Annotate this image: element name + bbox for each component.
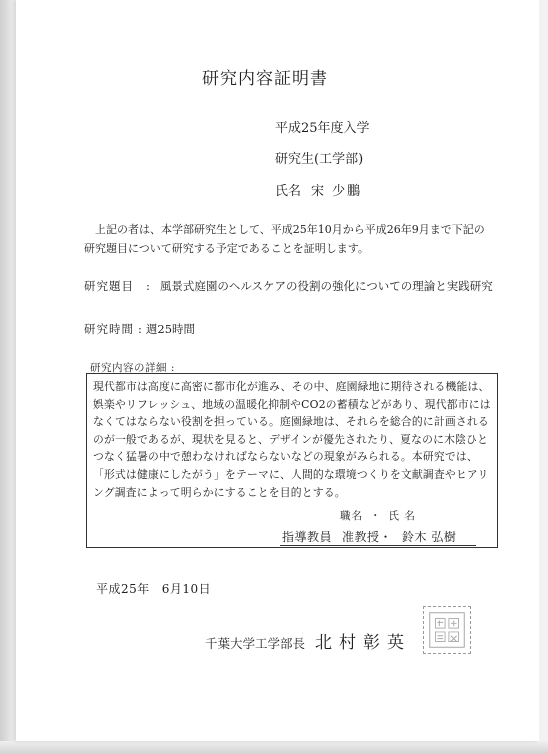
research-hours-row xyxy=(84,321,195,337)
supervisor-role: 指導教員 xyxy=(282,530,333,544)
research-details-box xyxy=(86,373,498,548)
research-hours-value: 週25時間 xyxy=(145,322,196,336)
student-status: 研究生(工学部) xyxy=(275,152,364,167)
supervisor-signature xyxy=(282,528,466,545)
signature-underline xyxy=(280,545,476,546)
research-theme-label: 研究題目 xyxy=(84,279,134,293)
certification-statement xyxy=(84,220,494,258)
supervisor-name: 鈴木 弘樹 xyxy=(402,530,457,544)
issue-date-year: 平成25年 xyxy=(96,582,150,596)
research-hours-label: 研究時間 xyxy=(84,322,134,336)
name-label: 氏名 xyxy=(275,184,302,199)
research-hours-colon: : xyxy=(138,322,142,336)
student-name: 宋 少鵬 xyxy=(311,184,363,199)
signature-name-label: 氏 名 xyxy=(388,510,416,522)
research-theme-colon: : xyxy=(146,279,150,293)
signature-header-dot: ・ xyxy=(370,510,382,522)
student-name-line xyxy=(275,180,362,199)
research-theme-value: 風景式庭園のヘルスケアの役割の強化についての理論と実践研究 xyxy=(159,279,493,293)
certification-text: 上記の者は、本学部研究生として、平成25年10月から平成26年9月まで下記の研究題目について研究する予定であることを証明します。 xyxy=(84,223,485,255)
signature-title-label: 職名 xyxy=(340,510,363,522)
admission-year: 平成25年度入学 xyxy=(275,121,370,136)
issue-date-month-day: 6月10日 xyxy=(161,582,212,596)
page-shadow-left xyxy=(0,0,14,753)
research-details-label: 研究内容の詳細 : xyxy=(90,362,175,374)
research-details-text: 現代都市は高度に高密に都市化が進み、その中、庭園緑地に期待される機能は、娯楽やリフレッシュ、地域の温暖化抑制やCO2の蓄積などがあり、現代都市にはなくてはならない役割を担っている。庭園緑地は、それらを総合的に計画されるのが一般であるが、現状を見ると、デザインが優先されたり、夏なのに木陰ひとつなく猛暑の中で憩わなければならないなどの現象がみられる。本研究では、「形式は健康にしたがう」をテーマに、人間的な環境つくりを文献調査やヒアリング調査によって明らかにすることを目的とする。 xyxy=(93,380,491,499)
dean-signature xyxy=(205,628,411,653)
seal-stamp-graphic xyxy=(424,607,470,653)
issue-date xyxy=(96,580,211,597)
research-theme-row xyxy=(84,278,493,294)
page-shadow-bottom xyxy=(0,741,548,753)
supervisor-rank: 准教授・ xyxy=(342,530,393,544)
dean-name: 北村彰英 xyxy=(315,633,412,653)
dean-title: 千葉大学工学部長 xyxy=(205,636,306,651)
document-title: 研究内容証明書 xyxy=(202,69,328,89)
seal-stamp-icon xyxy=(423,606,471,654)
signature-header xyxy=(340,508,416,523)
